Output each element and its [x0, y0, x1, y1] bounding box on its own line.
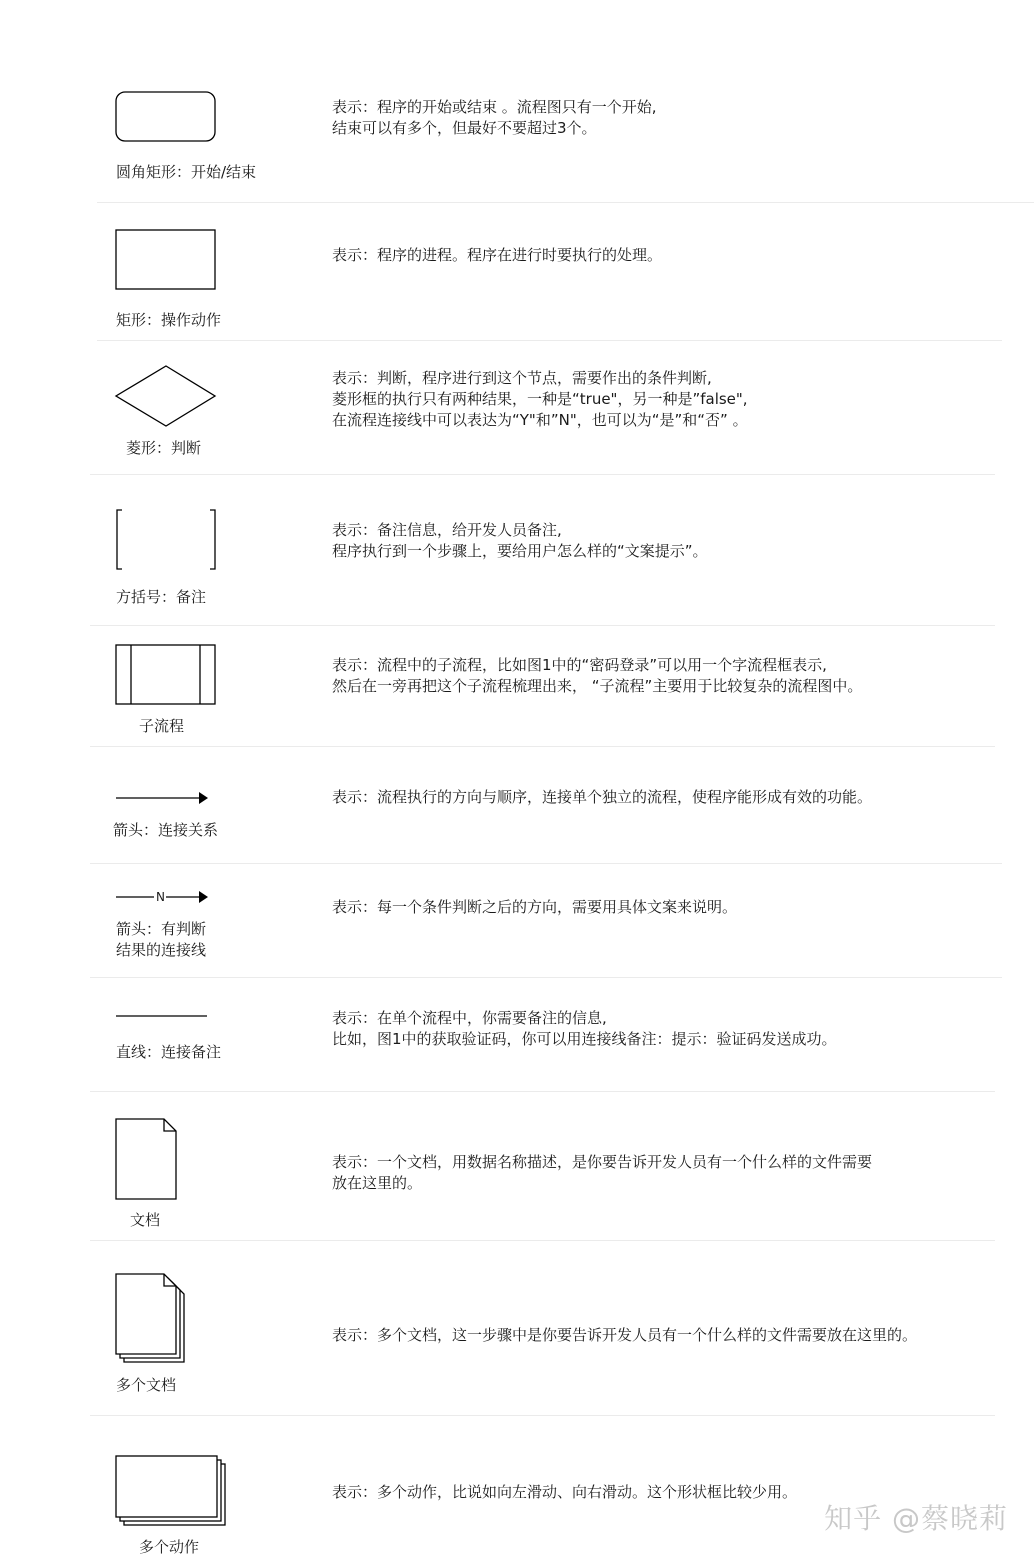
shape-description: 表示：程序的进程。程序在进行时要执行的处理。 — [332, 246, 663, 264]
divider — [90, 1415, 995, 1416]
arrow-shape — [114, 789, 214, 807]
shape-caption: 子流程 — [139, 717, 185, 735]
shape-caption: 圆角矩形：开始/结束 — [116, 163, 257, 181]
shape-description: 表示：流程执行的方向与顺序，连接单个独立的流程，使程序能形成有效的功能。 — [332, 788, 873, 806]
divider — [90, 977, 1002, 978]
shape-description: 表示：一个文档，用数据名称描述，是你要告诉开发人员有一个什么样的文件需要 放在这里的。 — [332, 1153, 873, 1192]
shape-caption: 多个动作 — [139, 1538, 200, 1556]
shape-caption: 箭头：有判断 结果的连接线 — [116, 920, 207, 959]
multi-document-shape — [114, 1272, 190, 1366]
divider — [97, 340, 1002, 341]
divider — [90, 1240, 995, 1241]
shape-caption: 箭头：连接关系 — [113, 821, 219, 839]
arrow-label: N — [156, 890, 165, 904]
shape-description: 表示：程序的开始或结束 。流程图只有一个开始, 结束可以有多个，但最好不要超过3个。 — [332, 98, 657, 137]
shape-caption: 多个文档 — [116, 1376, 177, 1394]
watermark: 知乎 @蔡晓莉 — [824, 1502, 1008, 1535]
shape-description: 表示：每一个条件判断之后的方向，需要用具体文案来说明。 — [332, 898, 738, 916]
diamond-shape — [114, 364, 218, 428]
bracket-shape — [114, 508, 218, 572]
shape-caption: 方括号：备注 — [116, 588, 207, 606]
shape-description: 表示：多个动作，比说如向左滑动、向右滑动。这个形状框比较少用。 — [332, 1483, 798, 1501]
document-shape — [114, 1117, 180, 1203]
shape-description: 表示：流程中的子流程，比如图1中的“密码登录”可以用一个字流程框表示, 然后在一旁再把这个子流程梳理出来， “子流程”主要用于比较复杂的流程图中。 — [332, 656, 863, 695]
shape-description: 表示：多个文档，这一步骤中是你要告诉开发人员有一个什么样的文件需要放在这里的。 — [332, 1326, 918, 1344]
shape-description: 表示：备注信息，给开发人员备注, 程序执行到一个步骤上，要给用户怎么样的“文案提示”。 — [332, 521, 708, 560]
shape-caption: 文档 — [130, 1211, 161, 1229]
subprocess-shape — [114, 643, 218, 707]
shape-caption: 矩形：操作动作 — [116, 311, 222, 329]
divider — [97, 202, 1034, 203]
divider — [90, 474, 995, 475]
shape-description: 表示：在单个流程中，你需要备注的信息, 比如，图1中的获取验证码，你可以用连接线备注：提示：验证码发送成功。 — [332, 1009, 837, 1048]
divider — [90, 1091, 995, 1092]
shape-description: 表示：判断，程序进行到这个节点，需要作出的条件判断, 菱形框的执行只有两种结果，一种是“true"，另一种是”false", 在流程连接线中可以表达为“Y"和”N"，也可以为“是”和“否” 。 — [332, 369, 748, 429]
divider — [90, 625, 995, 626]
divider — [90, 746, 995, 747]
multi-action-shape — [114, 1454, 230, 1530]
shape-caption: 菱形：判断 — [126, 439, 202, 457]
shape-caption: 直线：连接备注 — [116, 1043, 222, 1061]
divider — [90, 863, 1002, 864]
rectangle-shape — [114, 228, 218, 292]
line-shape — [114, 1010, 210, 1022]
rounded-rectangle-shape — [114, 90, 218, 144]
